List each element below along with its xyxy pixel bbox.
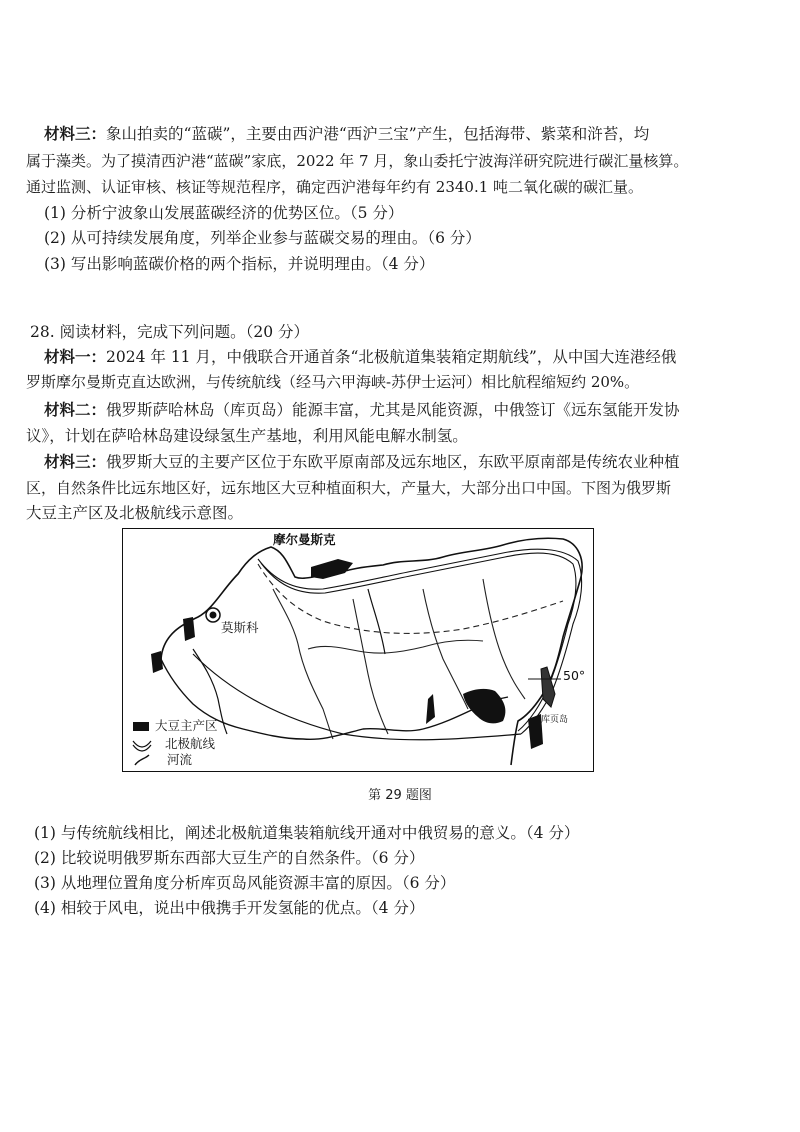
coastline <box>161 538 582 765</box>
q28-material1-line-2: 罗斯摩尔曼斯克直达欧洲，与传统航线（经马六甲海峡-苏伊士运河）相比航程缩短约 20%。 <box>26 373 640 391</box>
question-top-2: (2) 从可持续发展角度，列举企业参与蓝碳交易的理由。（6 分） <box>44 229 481 247</box>
material3-label: 材料三： <box>44 124 107 143</box>
question-bottom-3: (3) 从地理位置角度分析库页岛风能资源丰富的原因。（6 分） <box>34 874 456 892</box>
q28-material1-line-1 <box>44 347 800 367</box>
q28-material3-line-1 <box>44 452 800 472</box>
interior-border-5 <box>308 640 483 653</box>
soybean-area-west-1 <box>183 617 195 641</box>
label-murmansk: 摩尔曼斯克 <box>273 532 336 547</box>
label-moscow: 莫斯科 <box>221 620 259 635</box>
legend-route-label: 北极航线 <box>165 736 216 751</box>
soybean-area-kola <box>311 559 353 579</box>
legend-route-symbol <box>133 741 151 751</box>
q28-material3-text-1: 俄罗斯大豆的主要产区位于东欧平原南部及远东地区，东欧平原南部是传统农业种植 <box>106 453 680 471</box>
river-2 <box>368 589 385 654</box>
q28-material2-line-2: 议》，计划在萨哈林岛建设绿氢生产基地，利用风能电解水制氢。 <box>26 427 468 445</box>
q28-material3-label: 材料三： <box>44 452 107 471</box>
label-sakhalin: 库页岛 <box>541 715 569 725</box>
legend-river-label: 河流 <box>167 752 193 767</box>
figure-caption: 第 29 题图 <box>368 788 432 803</box>
soybean-area-far-east <box>463 689 505 723</box>
russia-soybean-map <box>122 528 594 772</box>
dashed-line <box>258 564 563 633</box>
legend-soy-label: 大豆主产区 <box>155 718 218 733</box>
q28-material2-label: 材料二： <box>44 400 107 419</box>
legend-river-symbol <box>135 755 149 765</box>
label-latitude: 50° <box>563 668 586 683</box>
question-bottom-4: (4) 相较于风电，说出中俄携手开发氢能的优点。（4 分） <box>34 899 425 917</box>
interior-border-3 <box>423 589 468 709</box>
question-bottom-2: (2) 比较说明俄罗斯东西部大豆生产的自然条件。（6 分） <box>34 849 425 867</box>
q28-material1-label: 材料一： <box>44 347 107 366</box>
material3-line-2: 属于藻类。为了摸清西沪港“蓝碳”家底，2022 年 7 月，象山委托宁波海洋研究院进行碳汇量核算。 <box>26 152 689 170</box>
q28-material2-text-1: 俄罗斯萨哈林岛（库页岛）能源丰富，尤其是风能资源，中俄签订《远东氢能开发协 <box>106 401 680 419</box>
q28-material3-line-3: 大豆主产区及北极航线示意图。 <box>26 504 244 522</box>
arctic-route <box>258 549 582 734</box>
interior-border-4 <box>483 579 525 699</box>
interior-border-2 <box>353 599 388 734</box>
arctic-route-inner <box>261 553 576 731</box>
material3-text-1: 象山拍卖的“蓝碳”，主要由西沪港“西沪三宝”产生，包括海带、紫菜和浒苔，均 <box>106 125 650 143</box>
moscow-dot <box>210 612 217 619</box>
q28-material1-text-1: 2024 年 11 月，中俄联合开通首条“北极航道集装箱定期航线”，从中国大连港经俄 <box>106 348 677 366</box>
soybean-area-small <box>426 694 435 724</box>
map-drawing <box>123 529 593 771</box>
question-top-3: (3) 写出影响蓝碳价格的两个指标，并说明理由。（4 分） <box>44 255 435 273</box>
material3-line-1 <box>44 124 784 144</box>
material3-line-3: 通过监测、认证审核、核证等规范程序，确定西沪港每年约有 2340.1 吨二氧化碳的碳汇量。 <box>26 178 644 196</box>
question-bottom-1: (1) 与传统航线相比，阐述北极航道集装箱航线开通对中俄贸易的意义。（4 分） <box>34 824 580 842</box>
q28-heading: 28. 阅读材料，完成下列问题。（20 分） <box>30 323 309 341</box>
q28-material2-line-1 <box>44 400 800 420</box>
legend-soy-swatch <box>133 722 149 731</box>
soybean-area-west-2 <box>151 651 163 673</box>
q28-material3-line-2: 区，自然条件比远东地区好，远东地区大豆种植面积大，产量大，大部分出口中国。下图为俄罗斯 <box>26 479 672 497</box>
question-top-1: (1) 分析宁波象山发展蓝碳经济的优势区位。（5 分） <box>44 204 404 222</box>
